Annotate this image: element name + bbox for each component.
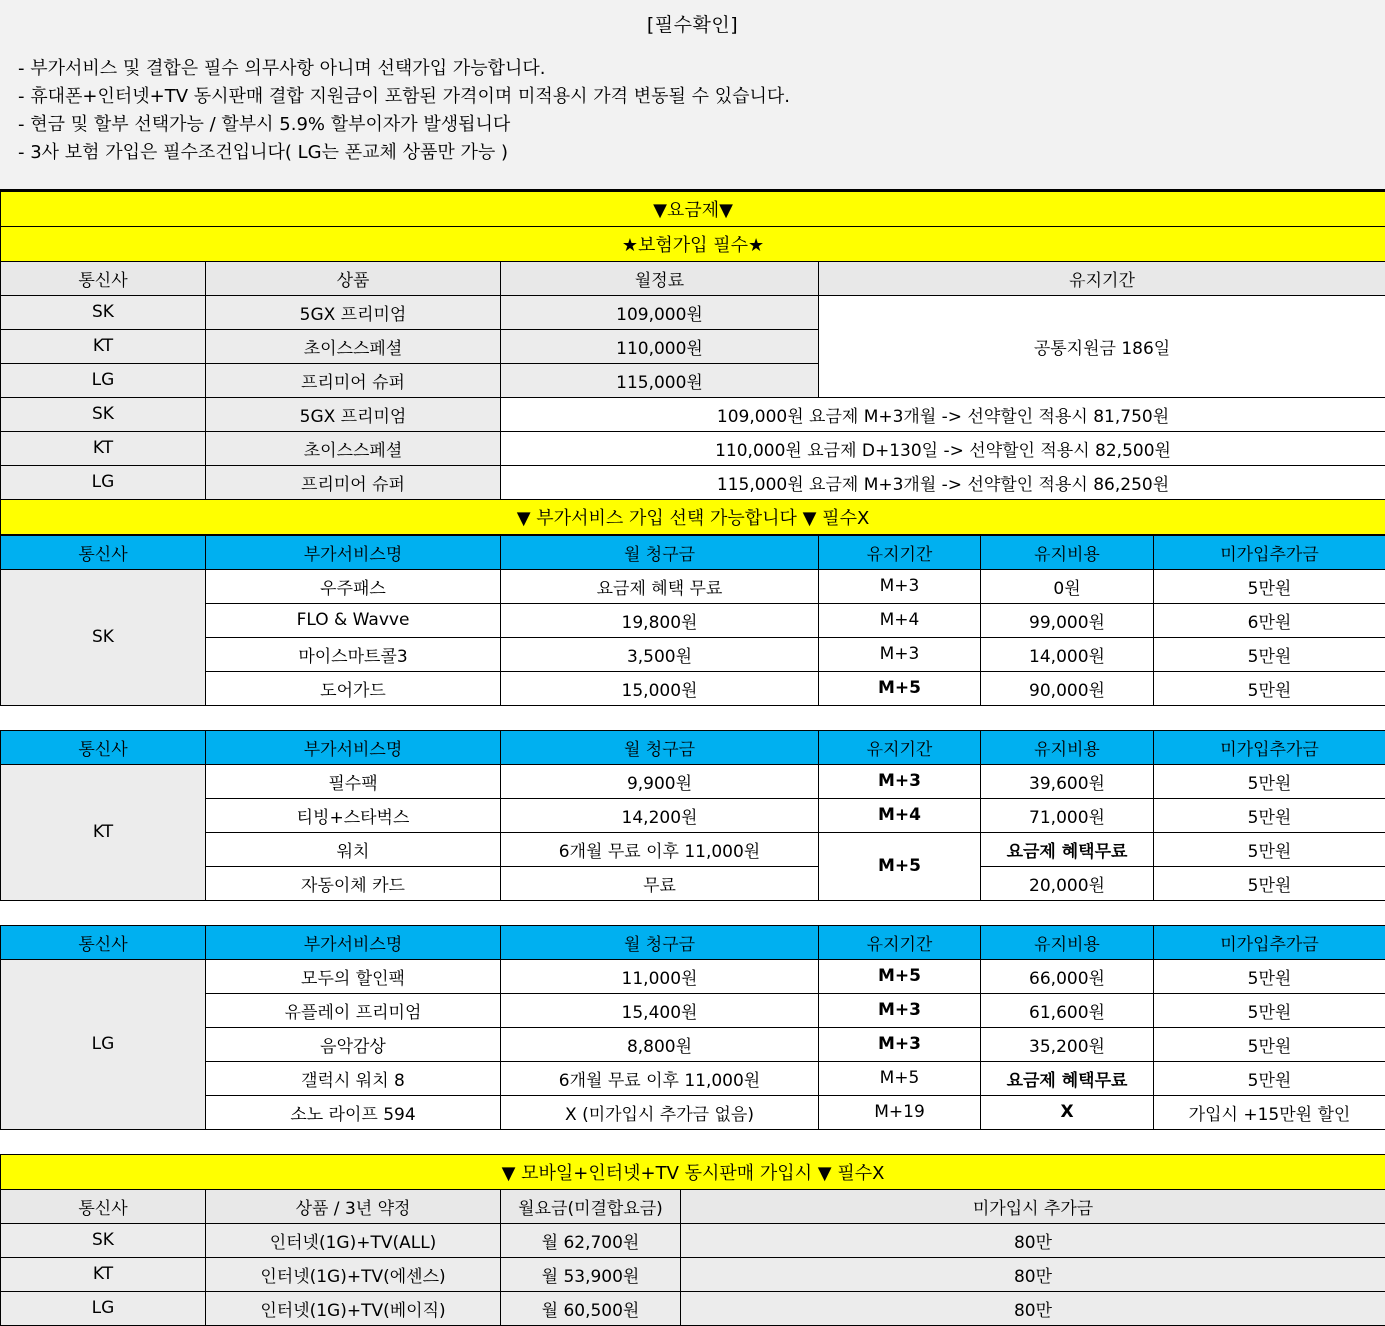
table-row (1, 295, 1385, 329)
vas-name: 도어가드 (206, 671, 501, 705)
vas-band-title: ▼ 부가서비스 가입 선택 가능합니다 ▼ 필수X (1, 499, 1385, 534)
bundle-penalty: 80만 (681, 1291, 1385, 1325)
plan-product: 5GX 프리미엄 (206, 397, 501, 431)
vas-period: M+5 (819, 959, 981, 993)
vas-header-period: 유지기간 (819, 730, 981, 764)
vas-name: 자동이체 카드 (206, 866, 501, 900)
vas-penalty: 5만원 (1154, 1061, 1385, 1095)
table-row (1, 603, 1385, 637)
vas-penalty: 6만원 (1154, 603, 1385, 637)
table-row (1, 866, 1385, 900)
table-row (1, 1027, 1385, 1061)
vas-header-carrier: 통신사 (1, 535, 206, 569)
vas-name: 티빙+스타벅스 (206, 798, 501, 832)
plan-header-product: 상품 (206, 261, 501, 295)
table-row (1, 832, 1385, 866)
vas-fee: 8,800원 (501, 1027, 819, 1061)
section-gap (0, 1130, 1385, 1154)
vas-carrier-sk: SK (1, 569, 206, 705)
vas-header-period: 유지기간 (819, 925, 981, 959)
vas-penalty: 5만원 (1154, 671, 1385, 705)
table-row (1, 671, 1385, 705)
vas-header-fee: 월 청구금 (501, 535, 819, 569)
table-row (1, 431, 1385, 465)
plan-product: 프리미어 슈퍼 (206, 363, 501, 397)
vas-header-cost: 유지비용 (981, 730, 1154, 764)
plan-product: 초이스스페셜 (206, 329, 501, 363)
vas-name: 유플레이 프리미엄 (206, 993, 501, 1027)
plan-band-title: ▼요금제▼ (1, 191, 1385, 226)
vas-cost: 20,000원 (981, 866, 1154, 900)
table-row (1, 569, 1385, 603)
vas-name: 모두의 할인팩 (206, 959, 501, 993)
vas-cost: 90,000원 (981, 671, 1154, 705)
vas-penalty: 가입시 +15만원 할인 (1154, 1095, 1385, 1129)
plan-header-period: 유지기간 (819, 261, 1385, 295)
table-row (1, 637, 1385, 671)
vas-name: 워치 (206, 832, 501, 866)
plan-product: 5GX 프리미엄 (206, 295, 501, 329)
vas-period: M+3 (819, 637, 981, 671)
plan-product: 프리미어 슈퍼 (206, 465, 501, 499)
vas-header-name: 부가서비스명 (206, 730, 501, 764)
vas-header-penalty: 미가입추가금 (1154, 730, 1385, 764)
vas-cost: 61,600원 (981, 993, 1154, 1027)
notice-title: [필수확인] (0, 0, 1385, 55)
table-row (1, 959, 1385, 993)
notice-line: - 휴대폰+인터넷+TV 동시판매 결합 지원금이 포함된 가격이며 미적용시 가격 변동될 수 있습니다. (18, 83, 1385, 111)
bundle-fee: 월 62,700원 (501, 1223, 681, 1257)
vas-name: 필수팩 (206, 764, 501, 798)
bundle-carrier: SK (1, 1223, 206, 1257)
table-row (1, 798, 1385, 832)
plan-discount-detail: 115,000원 요금제 M+3개월 -> 선약할인 적용시 86,250원 (501, 465, 1385, 499)
section-gap (0, 706, 1385, 730)
bundle-band-title: ▼ 모바일+인터넷+TV 동시판매 가입시 ▼ 필수X (1, 1154, 1385, 1189)
plan-product: 초이스스페셜 (206, 431, 501, 465)
vas-header-fee: 월 청구금 (501, 925, 819, 959)
plan-table (0, 191, 1385, 535)
vas-header-period: 유지기간 (819, 535, 981, 569)
vas-penalty: 5만원 (1154, 866, 1385, 900)
vas-header-fee: 월 청구금 (501, 730, 819, 764)
plan-common-support-note: 공통지원금 186일 (819, 295, 1385, 397)
vas-fee: 무료 (501, 866, 819, 900)
vas-cost: 14,000원 (981, 637, 1154, 671)
vas-name: 소노 라이프 594 (206, 1095, 501, 1129)
plan-band-insurance: ★보험가입 필수★ (1, 226, 1385, 261)
vas-fee: 15,000원 (501, 671, 819, 705)
vas-period: M+5 (819, 671, 981, 705)
vas-cost: 35,200원 (981, 1027, 1154, 1061)
vas-header-cost: 유지비용 (981, 535, 1154, 569)
plan-carrier: KT (1, 329, 206, 363)
vas-fee: X (미가입시 추가금 없음) (501, 1095, 819, 1129)
vas-period: M+3 (819, 1027, 981, 1061)
vas-period: M+5 (819, 832, 981, 900)
table-row (1, 465, 1385, 499)
vas-cost: 0원 (981, 569, 1154, 603)
bundle-fee: 월 53,900원 (501, 1257, 681, 1291)
vas-period: M+3 (819, 764, 981, 798)
table-row (1, 993, 1385, 1027)
vas-carrier-lg: LG (1, 959, 206, 1129)
bundle-carrier: LG (1, 1291, 206, 1325)
vas-cost: 71,000원 (981, 798, 1154, 832)
bundle-header-product: 상품 / 3년 약정 (206, 1189, 501, 1223)
vas-fee: 14,200원 (501, 798, 819, 832)
plan-carrier: LG (1, 363, 206, 397)
vas-penalty: 5만원 (1154, 1027, 1385, 1061)
vas-table-kt (0, 730, 1385, 901)
vas-cost: 요금제 혜택무료 (981, 832, 1154, 866)
plan-discount-detail: 109,000원 요금제 M+3개월 -> 선약할인 적용시 81,750원 (501, 397, 1385, 431)
plan-carrier: LG (1, 465, 206, 499)
vas-header-cost: 유지비용 (981, 925, 1154, 959)
vas-penalty: 5만원 (1154, 959, 1385, 993)
plan-header-fee: 월정료 (501, 261, 819, 295)
vas-penalty: 5만원 (1154, 993, 1385, 1027)
plan-header-carrier: 통신사 (1, 261, 206, 295)
vas-penalty: 5만원 (1154, 832, 1385, 866)
table-row (1, 1061, 1385, 1095)
bundle-product: 인터넷(1G)+TV(ALL) (206, 1223, 501, 1257)
vas-table-lg (0, 925, 1385, 1130)
bundle-header-fee: 월요금(미결합요금) (501, 1189, 681, 1223)
table-row (1, 1291, 1385, 1325)
vas-header-carrier: 통신사 (1, 730, 206, 764)
vas-period: M+3 (819, 569, 981, 603)
vas-table-sk (0, 535, 1385, 706)
vas-penalty: 5만원 (1154, 637, 1385, 671)
plan-carrier: SK (1, 397, 206, 431)
vas-name: FLO & Wavve (206, 603, 501, 637)
vas-fee: 3,500원 (501, 637, 819, 671)
vas-name: 음악감상 (206, 1027, 501, 1061)
plan-carrier: KT (1, 431, 206, 465)
vas-fee: 9,900원 (501, 764, 819, 798)
vas-name: 마이스마트콜3 (206, 637, 501, 671)
bundle-product: 인터넷(1G)+TV(에센스) (206, 1257, 501, 1291)
vas-period: M+4 (819, 603, 981, 637)
plan-fee: 115,000원 (501, 363, 819, 397)
vas-period: M+3 (819, 993, 981, 1027)
notice-line: - 3사 보험 가입은 필수조건입니다( LG는 폰교체 상품만 가능 ) (18, 139, 1385, 167)
vas-fee: 요금제 혜택 무료 (501, 569, 819, 603)
notice-line: - 부가서비스 및 결합은 필수 의무사항 아니며 선택가입 가능합니다. (18, 55, 1385, 83)
vas-name: 갤럭시 워치 8 (206, 1061, 501, 1095)
vas-header-name: 부가서비스명 (206, 925, 501, 959)
vas-cost: 요금제 혜택무료 (981, 1061, 1154, 1095)
vas-carrier-kt: KT (1, 764, 206, 900)
vas-cost: 39,600원 (981, 764, 1154, 798)
vas-penalty: 5만원 (1154, 569, 1385, 603)
notice-line: - 현금 및 할부 선택가능 / 할부시 5.9% 할부이자가 발생됩니다 (18, 111, 1385, 139)
bundle-header-penalty: 미가입시 추가금 (681, 1189, 1385, 1223)
table-row (1, 1257, 1385, 1291)
plan-fee: 110,000원 (501, 329, 819, 363)
vas-fee: 6개월 무료 이후 11,000원 (501, 832, 819, 866)
plan-carrier: SK (1, 295, 206, 329)
table-row (1, 397, 1385, 431)
vas-period: M+5 (819, 1061, 981, 1095)
table-row (1, 764, 1385, 798)
vas-header-penalty: 미가입추가금 (1154, 535, 1385, 569)
vas-name: 우주패스 (206, 569, 501, 603)
bundle-penalty: 80만 (681, 1223, 1385, 1257)
vas-period: M+19 (819, 1095, 981, 1129)
vas-cost: 66,000원 (981, 959, 1154, 993)
bundle-product: 인터넷(1G)+TV(베이직) (206, 1291, 501, 1325)
plan-fee: 109,000원 (501, 295, 819, 329)
vas-header-carrier: 통신사 (1, 925, 206, 959)
notice-block (0, 0, 1385, 191)
table-row (1, 1223, 1385, 1257)
vas-fee: 15,400원 (501, 993, 819, 1027)
vas-period: M+4 (819, 798, 981, 832)
notice-list (0, 55, 1385, 189)
vas-cost: 99,000원 (981, 603, 1154, 637)
bundle-fee: 월 60,500원 (501, 1291, 681, 1325)
bundle-carrier: KT (1, 1257, 206, 1291)
vas-fee: 6개월 무료 이후 11,000원 (501, 1061, 819, 1095)
vas-fee: 19,800원 (501, 603, 819, 637)
vas-cost: X (981, 1095, 1154, 1129)
section-gap (0, 901, 1385, 925)
vas-penalty: 5만원 (1154, 798, 1385, 832)
vas-header-name: 부가서비스명 (206, 535, 501, 569)
vas-header-penalty: 미가입추가금 (1154, 925, 1385, 959)
vas-fee: 11,000원 (501, 959, 819, 993)
bundle-penalty: 80만 (681, 1257, 1385, 1291)
bundle-header-carrier: 통신사 (1, 1189, 206, 1223)
table-row (1, 1095, 1385, 1129)
bundle-table (0, 1154, 1385, 1326)
plan-discount-detail: 110,000원 요금제 D+130일 -> 선약할인 적용시 82,500원 (501, 431, 1385, 465)
vas-penalty: 5만원 (1154, 764, 1385, 798)
